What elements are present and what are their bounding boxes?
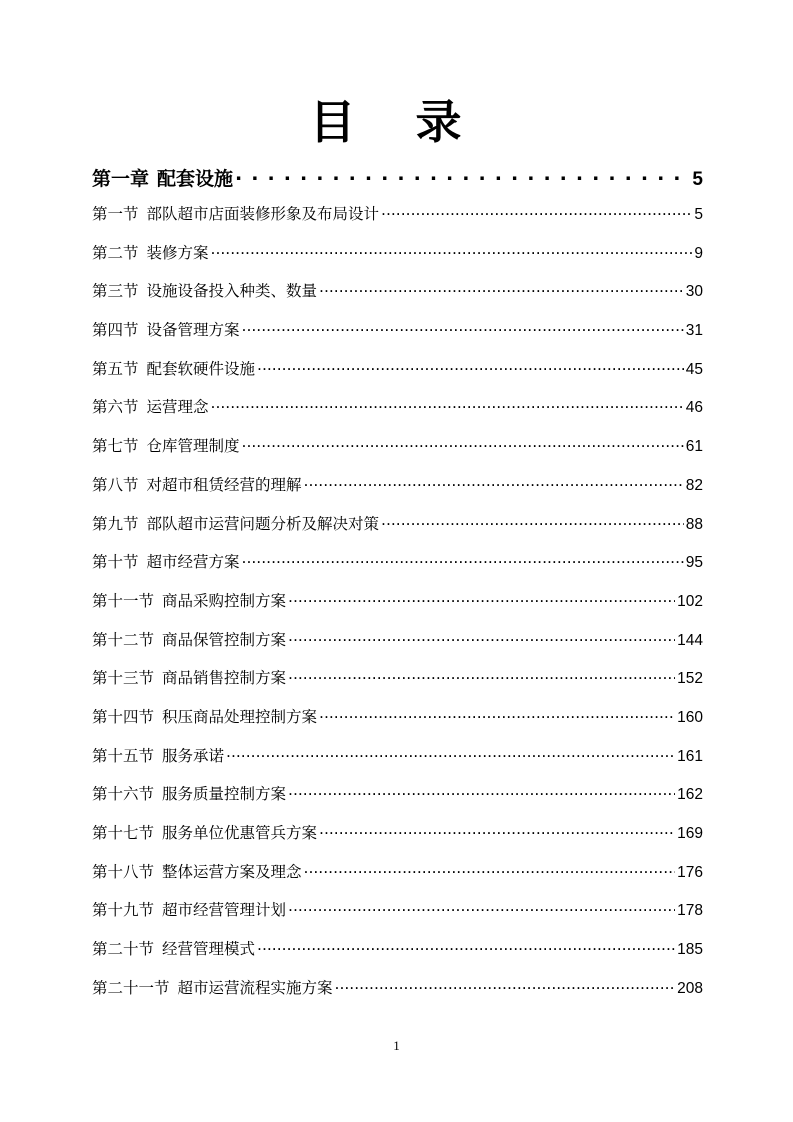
table-of-contents: [92, 164, 703, 1014]
section-title: 商品采购控制方案: [162, 591, 287, 610]
section-page: 160: [677, 708, 703, 726]
leader-dots: [288, 900, 675, 916]
section-title: 设备管理方案: [146, 321, 240, 340]
section-number: 第三节: [92, 282, 139, 301]
section-number: 第一节: [92, 205, 139, 223]
section-title: 部队超市店面装修形象及布局设计: [146, 205, 380, 223]
section-label: [92, 666, 286, 688]
section-label: [92, 434, 240, 456]
leader-dots: [304, 861, 676, 877]
toc-section-entry[interactable]: [92, 512, 703, 551]
leader-dots: [335, 977, 676, 993]
toc-section-entry[interactable]: [92, 473, 703, 512]
leader-dots: [211, 397, 684, 413]
section-title: 服务承诺: [162, 746, 225, 765]
section-page: 185: [677, 941, 703, 959]
leader-dots: [381, 513, 684, 529]
section-title: 商品保管控制方案: [162, 630, 287, 649]
section-label: [92, 628, 286, 650]
leader-dots: [319, 823, 675, 839]
section-label: [92, 976, 333, 998]
section-title: 积压商品处理控制方案: [162, 707, 318, 726]
section-label: [92, 202, 379, 224]
leader-dots: [242, 552, 684, 568]
section-number: 第十九节: [92, 901, 155, 920]
section-page: 95: [685, 554, 703, 572]
leader-dots: [242, 436, 684, 452]
section-page: 178: [677, 902, 703, 920]
section-number: 第十四节: [92, 707, 155, 726]
toc-section-entry[interactable]: [92, 821, 703, 860]
toc-section-entry[interactable]: [92, 628, 703, 667]
section-number: 第十八节: [92, 862, 155, 881]
toc-section-entry[interactable]: [92, 202, 703, 241]
toc-section-entry[interactable]: [92, 782, 703, 821]
section-number: 第二十一节: [92, 978, 170, 997]
toc-section-entry[interactable]: [92, 550, 703, 589]
section-label: [92, 550, 240, 572]
section-label: [92, 937, 255, 959]
section-number: 第七节: [92, 437, 139, 456]
section-title: 商品销售控制方案: [162, 669, 287, 688]
toc-chapter-entry[interactable]: [92, 164, 703, 202]
section-page: 208: [677, 979, 703, 997]
section-page: 144: [677, 631, 703, 649]
chapter-page: 5: [692, 169, 703, 190]
section-page: 31: [685, 322, 703, 340]
section-title: 对超市租赁经营的理解: [146, 475, 302, 494]
section-number: 第八节: [92, 475, 139, 494]
toc-section-entry[interactable]: [92, 976, 703, 1015]
leader-dots: [242, 320, 684, 336]
section-number: 第五节: [92, 359, 139, 378]
section-page: 61: [685, 438, 703, 456]
leader-dots: [319, 281, 684, 297]
chapter-label: [92, 164, 233, 191]
section-page: 162: [677, 786, 703, 804]
section-number: 第十七节: [92, 824, 155, 842]
leader-dots: [257, 358, 684, 374]
section-title: 经营管理模式: [162, 940, 256, 959]
chapter-number: 第一章: [92, 168, 150, 190]
toc-section-entry[interactable]: [92, 705, 703, 744]
page-number: 1: [393, 1038, 400, 1053]
leader-dots: [288, 629, 675, 645]
section-page: 152: [677, 670, 703, 688]
section-label: [92, 279, 317, 301]
toc-section-entry[interactable]: [92, 666, 703, 705]
section-label: [92, 744, 224, 766]
section-page: 45: [685, 360, 703, 378]
toc-section-entry[interactable]: [92, 744, 703, 783]
section-number: 第二十节: [92, 940, 155, 959]
chapter-title: 配套设施: [157, 168, 234, 190]
toc-section-entry[interactable]: [92, 279, 703, 318]
leader-dots: [226, 745, 675, 761]
section-label: [92, 241, 209, 263]
section-number: 第十三节: [92, 669, 155, 688]
section-page: 46: [685, 399, 703, 417]
toc-section-entry[interactable]: [92, 434, 703, 473]
section-page: 102: [677, 592, 703, 610]
toc-section-entry[interactable]: [92, 937, 703, 976]
section-title: 超市运营流程实施方案: [177, 978, 333, 997]
section-number: 第十节: [92, 553, 139, 572]
page-title: 目 录: [309, 95, 484, 149]
section-title: 服务单位优惠管兵方案: [162, 824, 318, 842]
section-title: 部队超市运营问题分析及解决对策: [146, 514, 380, 533]
leader-dots: [235, 166, 690, 185]
section-label: [92, 898, 286, 920]
section-number: 第十五节: [92, 746, 155, 765]
section-title: 超市经营方案: [146, 553, 240, 572]
section-title: 超市经营管理计划: [162, 901, 287, 920]
section-label: [92, 357, 255, 379]
section-label: [92, 512, 379, 534]
section-title: 整体运营方案及理念: [162, 862, 302, 881]
section-number: 第十一节: [92, 591, 155, 610]
section-number: 第四节: [92, 321, 139, 340]
section-label: [92, 395, 209, 417]
section-page: 176: [677, 863, 703, 881]
section-page: 88: [685, 515, 703, 533]
section-number: 第二节: [92, 243, 139, 262]
section-number: 第九节: [92, 514, 139, 533]
toc-section-entry[interactable]: [92, 898, 703, 937]
section-title: 服务质量控制方案: [162, 785, 287, 804]
section-page: 161: [677, 747, 703, 765]
section-number: 第十二节: [92, 630, 155, 649]
section-page: 9: [694, 244, 703, 262]
toc-section-entry[interactable]: [92, 357, 703, 396]
section-label: [92, 589, 286, 611]
section-title: 设施设备投入种类、数量: [146, 282, 318, 301]
leader-dots: [211, 242, 693, 258]
section-label: [92, 860, 302, 882]
section-page: 82: [685, 476, 703, 494]
leader-dots: [257, 939, 675, 955]
section-title: 装修方案: [146, 243, 209, 262]
section-title: 运营理念: [146, 398, 209, 417]
section-title: 仓库管理制度: [146, 437, 240, 456]
section-number: 第六节: [92, 398, 139, 417]
section-label: [92, 782, 286, 804]
toc-section-entry[interactable]: [92, 860, 703, 899]
section-label: [92, 318, 240, 340]
leader-dots: [319, 706, 675, 722]
section-page: 5: [694, 206, 703, 223]
leader-dots: [288, 590, 675, 606]
section-number: 第十六节: [92, 785, 155, 804]
section-label: [92, 821, 317, 843]
leader-dots: [304, 474, 684, 490]
toc-section-entry[interactable]: [92, 318, 703, 357]
section-label: [92, 705, 317, 727]
section-label: [92, 473, 302, 495]
section-title: 配套软硬件设施: [146, 359, 256, 378]
leader-dots: [381, 204, 692, 220]
toc-section-entry[interactable]: [92, 241, 703, 280]
toc-section-entry[interactable]: [92, 395, 703, 434]
leader-dots: [288, 784, 675, 800]
leader-dots: [288, 668, 675, 684]
toc-section-entry[interactable]: [92, 589, 703, 628]
section-page: 169: [677, 825, 703, 842]
section-page: 30: [685, 283, 703, 301]
